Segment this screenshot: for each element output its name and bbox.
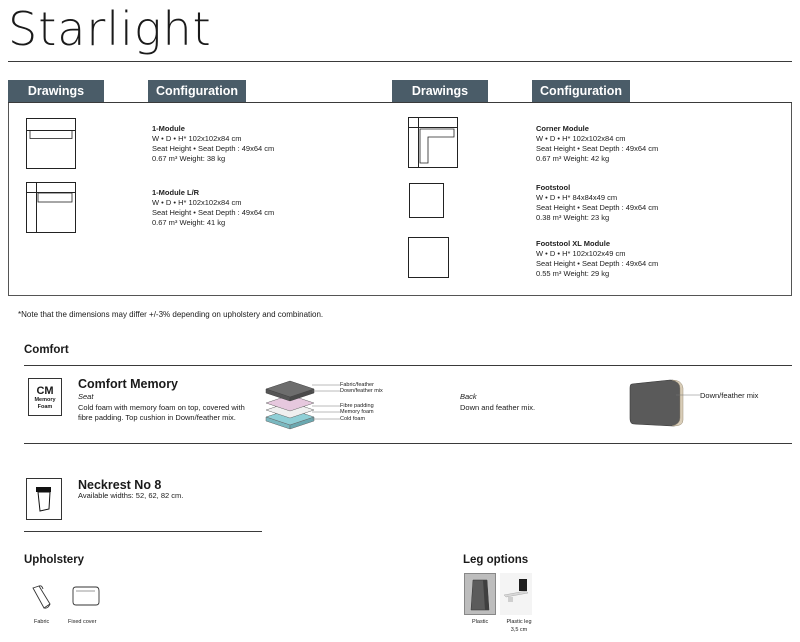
module-name: 1-Module bbox=[152, 124, 185, 133]
page-title: Starlight bbox=[8, 2, 212, 56]
drawing-footstool-xl bbox=[408, 237, 450, 279]
config-footstool-xl bbox=[536, 239, 658, 279]
comfort-rule-top bbox=[24, 365, 792, 366]
leg-plastic-35-swatch bbox=[500, 573, 532, 615]
module-name: 1-Module L/R bbox=[152, 188, 200, 197]
layer-label: Fibre padding bbox=[340, 403, 374, 409]
drawing-corner-module bbox=[408, 117, 458, 169]
module-name: Footstool bbox=[536, 183, 571, 192]
leg-plastic-swatch bbox=[464, 573, 496, 615]
leg-label: Plastic bbox=[472, 619, 489, 625]
fixed-cover-icon bbox=[70, 584, 102, 608]
module-dims: W • D • H* 102x102x84 cm bbox=[536, 134, 626, 143]
neckrest-rule bbox=[24, 531, 262, 532]
foam-layers-illustration bbox=[262, 377, 318, 433]
module-seat: Seat Height • Seat Depth : 49x64 cm bbox=[536, 144, 659, 153]
upholstery-heading: Upholstery bbox=[24, 554, 85, 566]
module-name: Footstool XL Module bbox=[536, 239, 611, 248]
dimension-note: *Note that the dimensions may differ +/-3% depending on upholstery and combination. bbox=[18, 310, 324, 319]
layer-leader-lines bbox=[312, 382, 342, 426]
drawing-1-module bbox=[26, 118, 76, 170]
module-dims: W • D • H* 84x84x49 cm bbox=[536, 193, 618, 202]
config-corner-module bbox=[536, 124, 658, 164]
leg-plastic-icon bbox=[465, 574, 495, 614]
panel-top-rule bbox=[8, 102, 792, 103]
tab-drawings-left: Drawings bbox=[8, 80, 104, 102]
badge-code: CM bbox=[36, 385, 54, 397]
back-callout: Down/feather mix bbox=[700, 391, 759, 400]
module-dims: W • D • H* 102x102x84 cm bbox=[152, 198, 242, 207]
comfort-heading: Comfort bbox=[24, 344, 69, 356]
module-seat: Seat Height • Seat Depth : 49x64 cm bbox=[152, 208, 275, 217]
config-footstool bbox=[536, 183, 658, 223]
module-volume: 0.67 m³ Weight: 42 kg bbox=[536, 154, 610, 163]
module-volume: 0.67 m³ Weight: 38 kg bbox=[152, 154, 226, 163]
layer-label: Fabric/feather bbox=[340, 382, 374, 388]
drawings-panel bbox=[8, 102, 792, 296]
module-seat: Seat Height • Seat Depth : 49x64 cm bbox=[536, 259, 659, 268]
layer-label: Cold foam bbox=[340, 416, 366, 422]
layer-label: Memory foam bbox=[340, 409, 374, 415]
config-1-module bbox=[152, 124, 274, 164]
leg-options-heading: Leg options bbox=[463, 554, 529, 566]
back-leader-line bbox=[676, 392, 700, 398]
drawing-1-module-lr bbox=[26, 182, 76, 234]
back-description: Down and feather mix. bbox=[460, 403, 536, 412]
memory-foam-badge bbox=[28, 378, 62, 416]
module-dims: W • D • H* 102x102x49 cm bbox=[536, 249, 626, 258]
leg-plastic-35-icon bbox=[500, 573, 532, 615]
back-cushion-illustration bbox=[628, 378, 688, 428]
neckrest-name: Neckrest No 8 bbox=[78, 478, 162, 492]
module-seat: Seat Height • Seat Depth : 49x64 cm bbox=[536, 203, 659, 212]
module-name: Corner Module bbox=[536, 124, 589, 133]
config-1-module-lr bbox=[152, 188, 274, 228]
layer-label: Down/feather mix bbox=[340, 388, 383, 394]
seat-label: Seat bbox=[78, 392, 94, 401]
leg-label: Plastic leg 3,5 cm bbox=[506, 619, 532, 633]
drawing-footstool bbox=[409, 183, 445, 219]
title-divider bbox=[8, 61, 792, 62]
neckrest-badge bbox=[26, 478, 62, 520]
badge-text: Memory Foam bbox=[34, 397, 56, 410]
neckrest-widths: Available widths: 52, 62, 82 cm. bbox=[78, 491, 184, 500]
seat-description: Cold foam with memory foam on top, covered with fibre padding. Top cushion in Down/feather mix. bbox=[78, 403, 245, 422]
comfort-rule-bottom bbox=[24, 443, 792, 444]
comfort-name: Comfort Memory bbox=[78, 377, 179, 391]
module-volume: 0.67 m³ Weight: 41 kg bbox=[152, 218, 226, 227]
neckrest-icon bbox=[27, 479, 61, 519]
tab-drawings-right: Drawings bbox=[392, 80, 488, 102]
tab-configuration-left: Configuration bbox=[148, 80, 246, 102]
module-dims: W • D • H* 102x102x84 cm bbox=[152, 134, 242, 143]
tab-configuration-right: Configuration bbox=[532, 80, 630, 102]
module-volume: 0.38 m³ Weight: 23 kg bbox=[536, 213, 610, 222]
back-label: Back bbox=[460, 392, 477, 401]
module-volume: 0.55 m³ Weight: 29 kg bbox=[536, 269, 610, 278]
module-seat: Seat Height • Seat Depth : 49x64 cm bbox=[152, 144, 275, 153]
upholstery-label: Fixed cover bbox=[68, 619, 97, 625]
fabric-icon bbox=[30, 584, 54, 612]
upholstery-label: Fabric bbox=[34, 619, 50, 625]
